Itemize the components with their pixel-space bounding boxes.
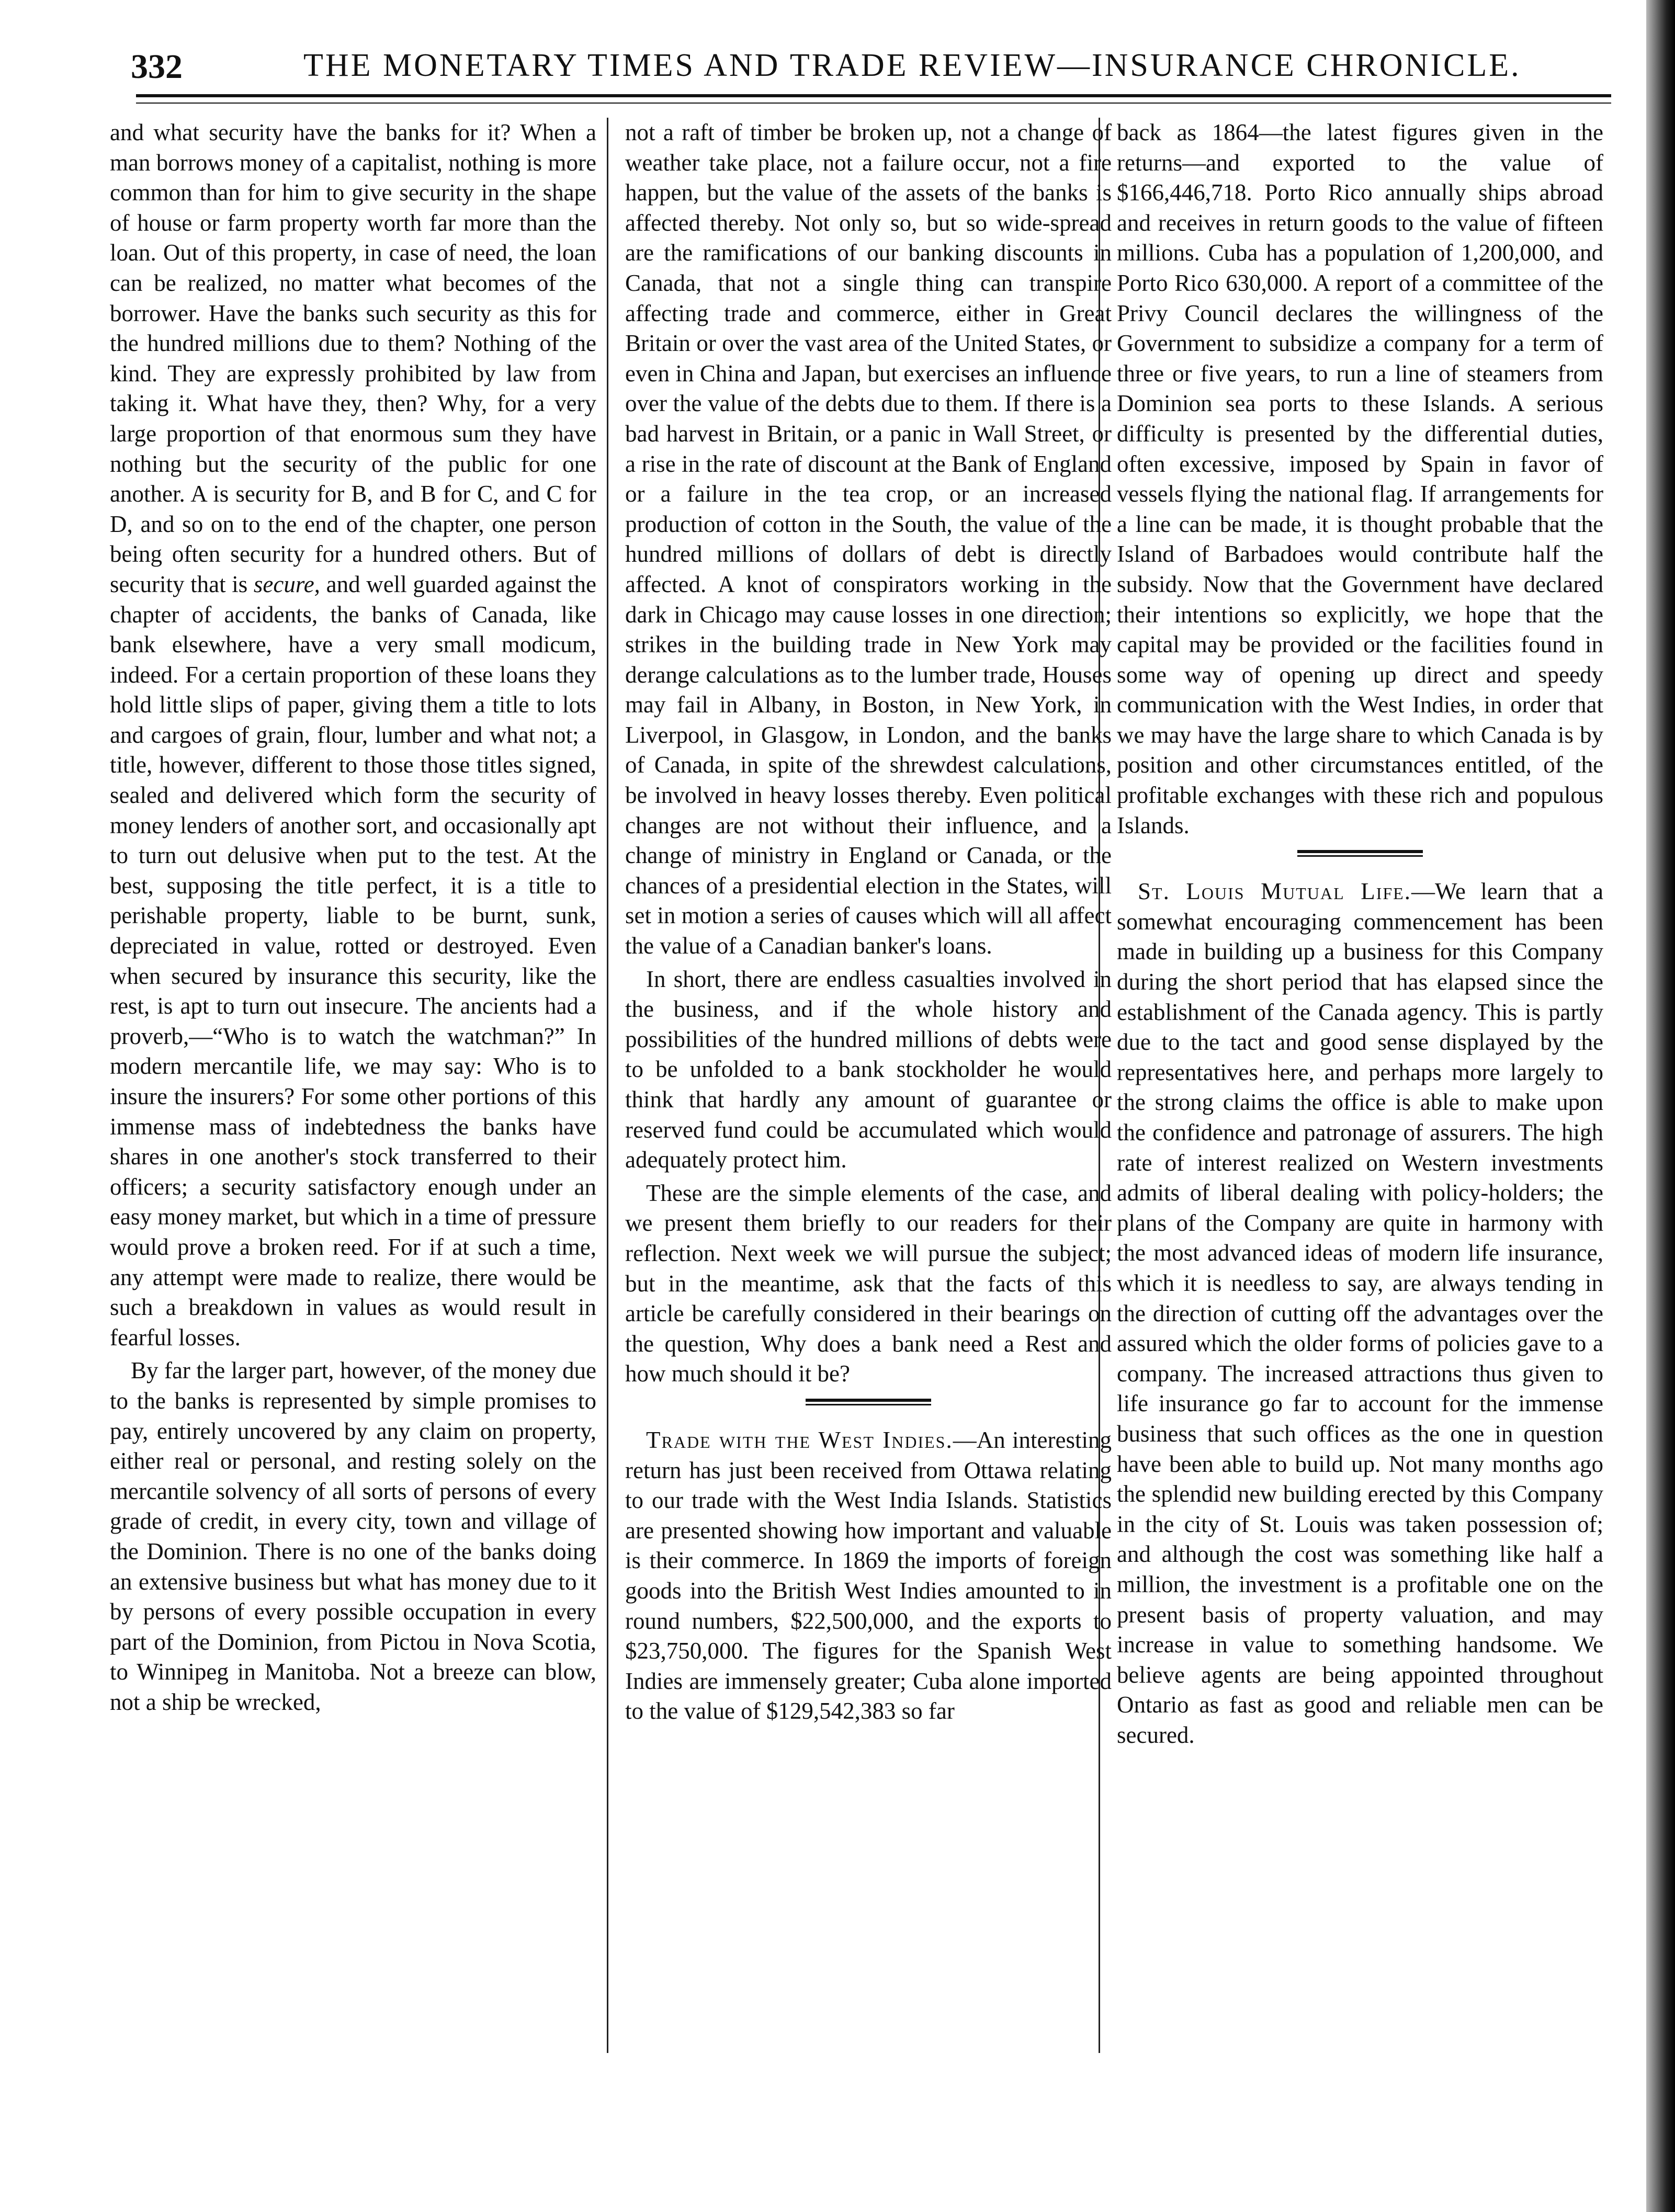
paragraph: back as 1864—the latest figures given in the returns—and exported to the value of $166,446,718. Porto Rico annually ships abroad and receives in return goods to the value of fifteen millions. Cuba has a population of 1,200,000, and Porto Rico 630,000. A report of a committee of the Privy Council declares the willingness of the Government to subsidize a company for a term of three or five years, to run a line of steamers from Dominion sea ports to these Islands. A serious difficulty is presented by the differential duties, often excessive, imposed by Spain in favor of vessels flying the national flag. If arrangements for a line can be made, it is thought probable that the Island of Barbadoes would contribute half the subsidy. Now that the Government have declared their intentions so explicitly, we hope that the capital may be provided or the facilities found in some way of opening up direct and speedy communication with the West Indies, in order that we may have the large share to which Canada is by position and other circumstances entitled, of the profitable exchanges with these rich and populous Islands. (1117, 119, 1603, 838)
text-run: —An interesting return has just been received from Ottawa relating to our trade with the West India Islands. Statistics are presented showing how important and valuable is their commerce. In 1869 the imports of foreign goods into the British West Indies amounted to in round numbers, $22,500,000, and the exports to $23,750,000. The figures for the Spanish West Indies are immensely greater; Cuba alone imported to the value of $129,542,383 so far (625, 1426, 1112, 1725)
column-1 (110, 118, 596, 2063)
text-run: and what security have the banks for it? When a man borrows money of a capitalist, nothing is more common than for him to give security in the shape of house or farm property worth far more than the loan. Out of this property, in case of need, the loan can be realized, no matter what becomes of the borrower. Have the banks such security as this for the hundred millions due to them? Nothing of the kind. They are expressly prohibited by law from taking it. What have they, then? Why, for a very large proportion of that enormous sum they have nothing but the security of the public for one another. A is security for B, and B for C, and C for D, and so on to the end of the chapter, one person being often security for a hundred others. But of security that is (110, 119, 596, 597)
italic-text: secure, (253, 571, 320, 597)
column-2 (625, 118, 1112, 2063)
paragraph (110, 118, 596, 1353)
header-rule-thin (136, 103, 1611, 104)
text-run: —We learn that a somewhat encouraging commencement has been made in building up a business for this Company during the short period that has elapsed since the establishment of the Canada agency. This is partly due to the tact and good sense displayed by the representatives here, and perhaps more largely to the strong claims the office is able to make upon the confidence and patronage of assurers. The high rate of interest realized on Western investments admits of liberal dealing with policy-holders; the plans of the Company are quite in harmony with the most advanced ideas of modern life insurance, which it is needless to say, are always tending in the direction of cutting off the advantages over the assured which the older forms of policies gave to a company. The increased attractions thus given to life insurance go far to account for the immense business that such offices as the one in question have been able to build up. Not many months ago the splendid new building erected by this Company in the city of St. Louis was taken possession of; and although the cost was something like half a million, the investment is a profitable one on the present basis of property valuation, and may increase in value to something handsome. We believe agents are being appointed throughout Ontario as fast as good and reliable men can be secured. (1117, 878, 1603, 1748)
section-separator (806, 1399, 931, 1405)
paragraph: These are the simple elements of the case, and we present them briefly to our readers for their reflection. Next week we will pursue the subject; but in the meantime, ask that the facts of this article be carefully considered in their bearings on the question, Why does a bank need a Rest and how much should it be? (625, 1179, 1112, 1387)
article-heading: Trade with the West Indies. (646, 1426, 953, 1453)
header-rule (136, 94, 1611, 97)
running-title: THE MONETARY TIMES AND TRADE REVIEW—INSURANCE CHRONICLE. (303, 48, 1521, 83)
text-run: and well guarded against the chapter of accidents, the banks of Canada, like bank elsewhere, have a very small modicum, indeed. For a certain proportion of these loans they hold little slips of paper, giving them a title to lots and cargoes of grain, flour, lumber and what not; a title, however, different to those those titles signed, sealed and delivered which form the security of money lenders of another sort, and occasionally apt to turn out delusive when put to the test. At the best, supposing the title perfect, it is a title to perishable property, liable to be burnt, sunk, depreciated in value, rotted or destroyed. Even when secured by insurance this security, like the rest, is apt to turn out insecure. The ancients had a proverb,—“Who is to watch the watchman?” In modern mercantile life, we may say: Who is to insure the insurers? For some other portions of this immense mass of indebtedness the banks have shares in one another's stock transferred to their officers; a security satisfactory enough under an easy money market, but which in a time of pressure would prove a broken reed. For if at such a time, any attempt were made to realize, there would be such a breakdown in values as would result in fearful losses. (110, 571, 596, 1351)
article-heading: St. Louis Mutual Life. (1138, 878, 1411, 905)
article-paragraph (625, 1425, 1112, 1727)
paragraph: not a raft of timber be broken up, not a change of weather take place, not a failure occur, not a fire happen, but the value of the assets of the banks is affected thereby. Not only so, but so wide-spread are the ramifications of our banking discounts in Canada, that not a single thing can transpire affecting trade and commerce, either in Great Britain or over the vast area of the United States, or even in China and Japan, but exercises an influence over the value of the debts due to them. If there is a bad harvest in Britain, or a panic in Wall Street, or a rise in the rate of discount at the Bank of England or a failure in the tea crop, or an increased production of cotton in the South, the value of the hundred millions of dollars of debt is directly affected. A knot of conspirators working in the dark in Chicago may cause losses in one direction; strikes in the building trade in New York may derange calculations as to the lumber trade, Houses may fail in Albany, in Boston, in New York, in Liverpool, in Glasgow, in London, and the banks of Canada, in spite of the shrewdest calculations, be involved in heavy losses thereby. Even political changes are not without their influence, and a change of ministry in England or Canada, or the chances of a presidential election in the States, will set in motion a series of causes which will all affect the value of a Canadian banker's loans. (625, 119, 1112, 959)
paragraph: By far the larger part, however, of the money due to the banks is represented by simple promises to pay, entirely uncovered by any claim on property, either real or personal, and resting solely on the mercantile solvency of all sorts of persons of every grade of credit, in every city, town and village of the Dominion. There is no one of the banks doing an extensive business but what has money due to it by persons of every possible occupation in every part of the Dominion, from Pictou in Nova Scotia, to Winnipeg in Manitoba. Not a breeze can blow, not a ship be wrecked, (110, 1357, 596, 1715)
article-paragraph (1117, 877, 1603, 1750)
paragraph: In short, there are endless casualties involved in the business, and if the whole history and possibilities of the hundred millions of debts were to be unfolded to a bank stockholder he would think that hardly any amount of guarantee or reserved fund could be accumulated which would adequately protect him. (625, 966, 1112, 1173)
page-number: 332 (131, 48, 183, 86)
column-divider (607, 118, 608, 2053)
page-edge-shadow (1646, 0, 1675, 2212)
column-3 (1117, 118, 1603, 2063)
section-separator (1297, 850, 1423, 857)
